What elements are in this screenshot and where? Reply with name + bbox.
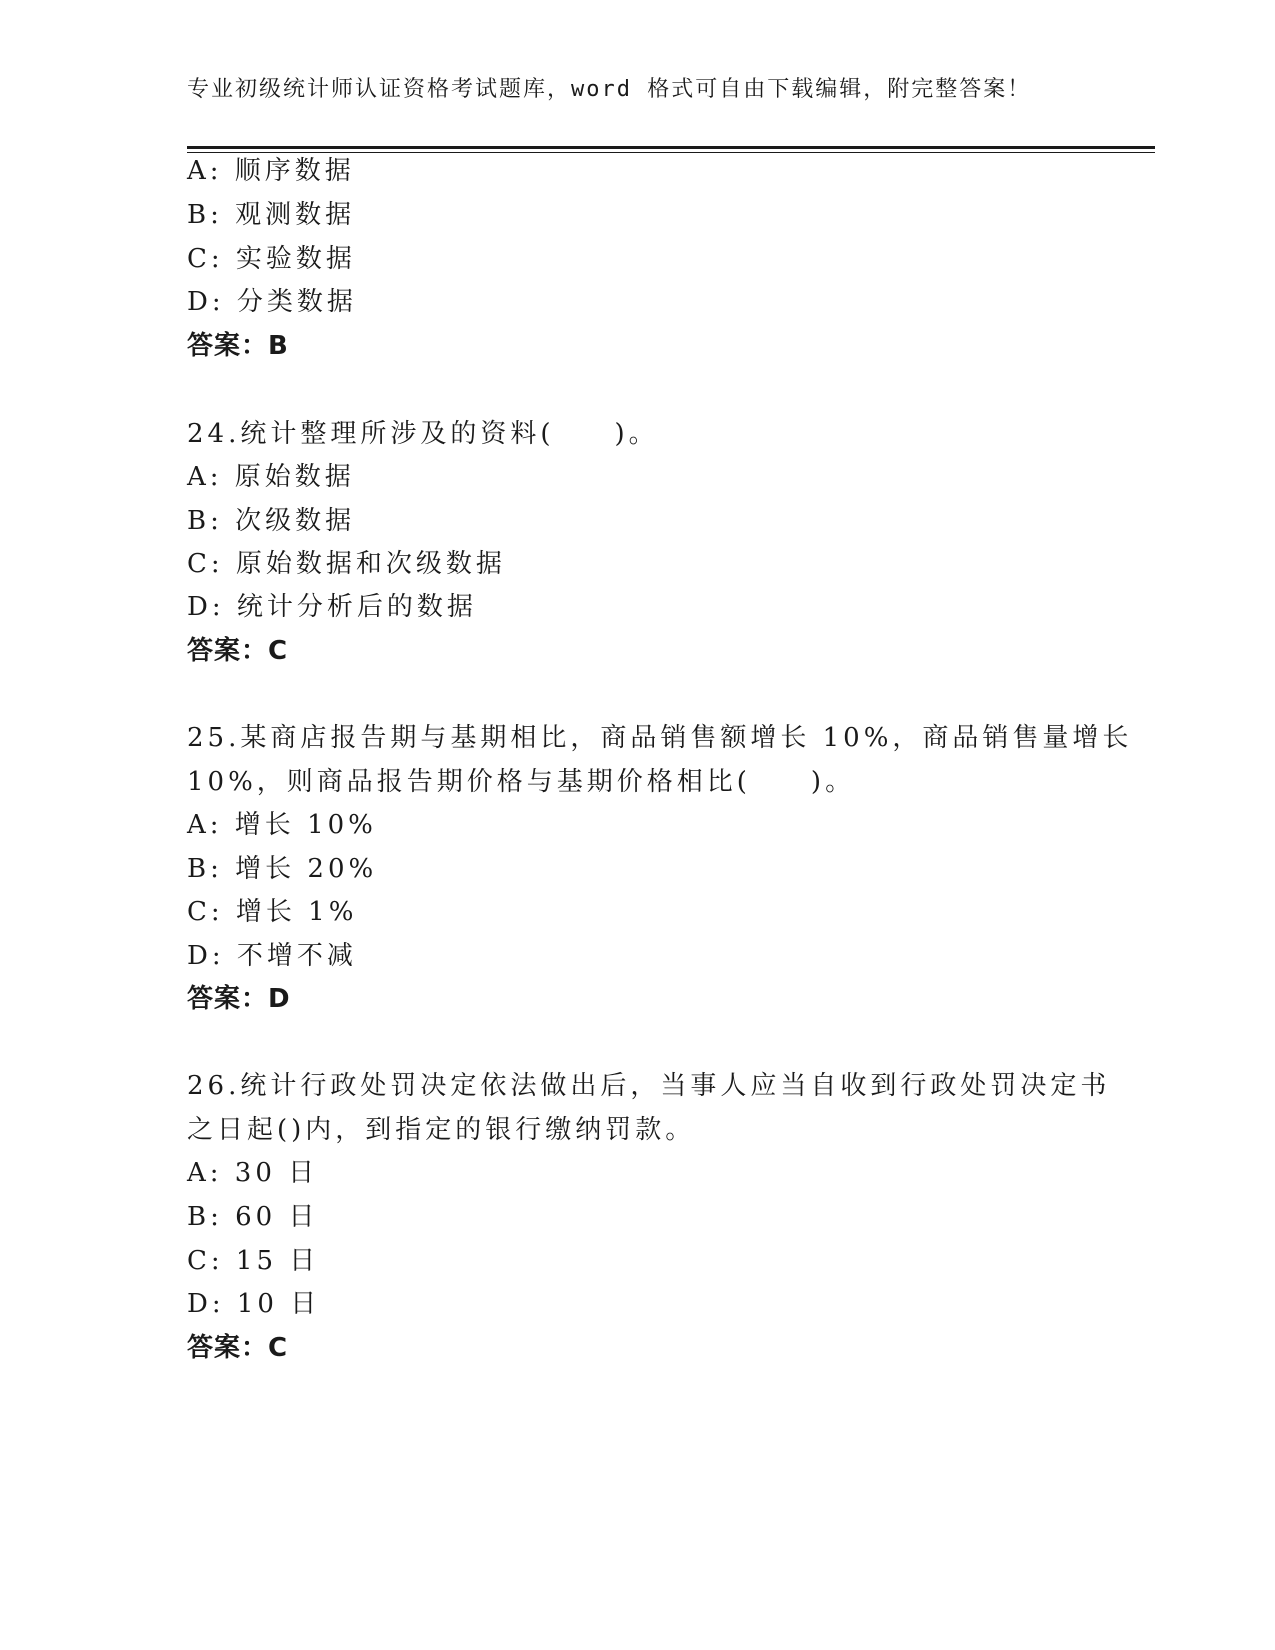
q26-stem-line1: 26.统计行政处罚决定依法做出后，当事人应当自收到行政处罚决定书 <box>187 1071 1111 1101</box>
q25-answer: 答案：D <box>187 984 291 1014</box>
q26-option-a: A: 30 日 <box>187 1158 319 1188</box>
q25-option-a: A: 增长 10% <box>187 810 377 840</box>
q25-stem-line1: 25.某商店报告期与基期相比，商品销售额增长 10%，商品销售量增长 <box>187 723 1133 753</box>
q23-answer: 答案：B <box>187 331 289 361</box>
header-divider-thick <box>187 146 1155 149</box>
q24-option-d: D: 统计分析后的数据 <box>187 592 477 622</box>
q24-stem: 24.统计整理所涉及的资料( )。 <box>187 419 659 449</box>
header-divider-thin <box>187 152 1155 153</box>
q26-option-d: D: 10 日 <box>187 1289 321 1319</box>
q23-option-b: B: 观测数据 <box>187 200 356 230</box>
q26-stem-line2: 之日起()内，到指定的银行缴纳罚款。 <box>187 1115 696 1145</box>
q24-option-c: C: 原始数据和次级数据 <box>187 549 506 579</box>
q23-option-a: A: 顺序数据 <box>187 156 355 186</box>
q23-option-d: D: 分类数据 <box>187 287 357 317</box>
q26-option-c: C: 15 日 <box>187 1246 320 1276</box>
page-header: 专业初级统计师认证资格考试题库，word 格式可自由下载编辑，附完整答案！ <box>187 77 1032 102</box>
q25-option-c: C: 增长 1% <box>187 897 358 927</box>
q24-option-a: A: 原始数据 <box>187 462 355 492</box>
q25-option-d: D: 不增不减 <box>187 941 357 971</box>
q24-option-b: B: 次级数据 <box>187 506 356 536</box>
q25-stem-line2: 10%，则商品报告期价格与基期价格相比( )。 <box>187 767 856 797</box>
q25-option-b: B: 增长 20% <box>187 854 378 884</box>
q26-option-b: B: 60 日 <box>187 1202 319 1232</box>
q23-option-c: C: 实验数据 <box>187 244 356 274</box>
q26-answer: 答案：C <box>187 1333 289 1363</box>
q24-answer: 答案：C <box>187 636 289 666</box>
